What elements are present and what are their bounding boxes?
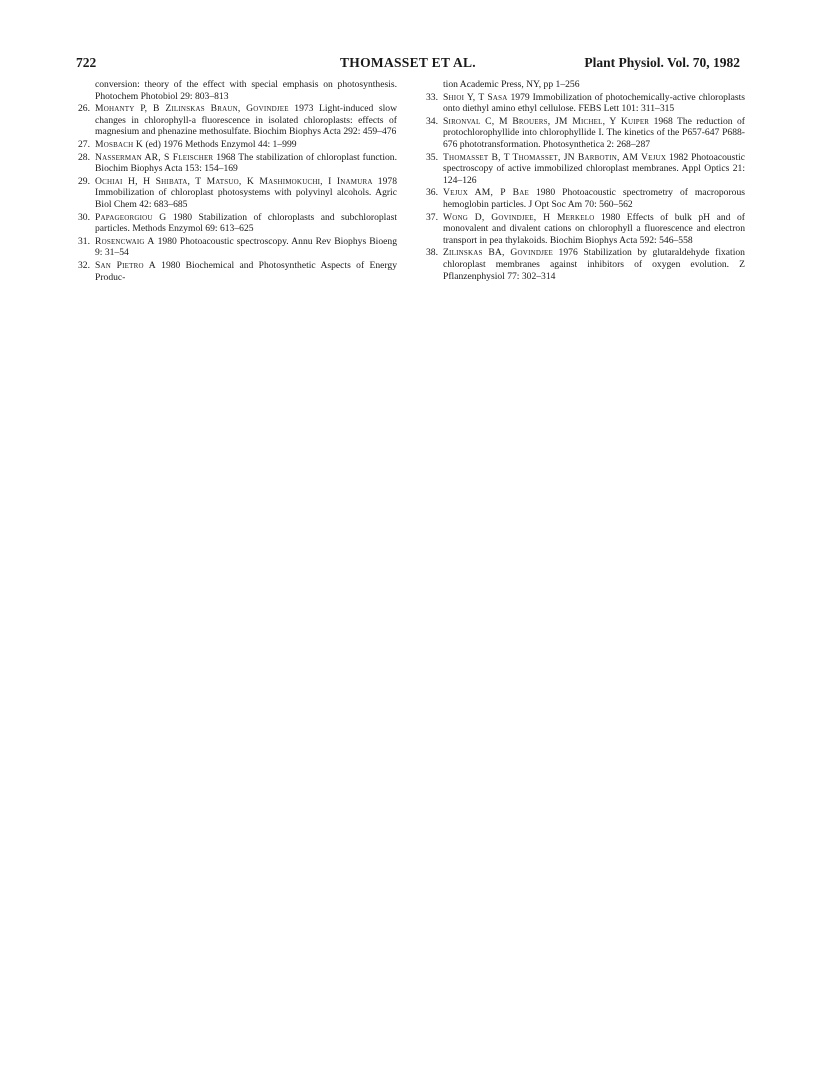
reference-authors: Thomasset B, T Thomasset, JN Barbotin, AM Vejux (443, 151, 667, 163)
reference-number: 34. (426, 115, 438, 127)
reference-text: 1980 Photoacoustic spectroscopy. Annu Rev Biophys Bioeng 9: 31–54 (95, 235, 397, 259)
reference-column-left (79, 79, 397, 283)
reference-authors: Rosencwaig A (95, 235, 155, 247)
page-number: 722 (76, 55, 97, 70)
reference-item (79, 152, 397, 175)
reference-authors: Zilinskas BA, Govindjee (443, 247, 553, 259)
reference-item (427, 92, 745, 115)
reference-column-right (427, 79, 745, 282)
reference-text: 1979 Immobilization of photochemically-active chloroplasts onto diethyl amino ethyl cellulose. FEBS Lett 101: 311–315 (443, 91, 745, 115)
reference-text: 1978 Immobilization of chloroplast photosystems with polyvinyl alcohols. Agric Biol Chem 42: 683–685 (95, 175, 397, 210)
reference-number: 38. (426, 247, 438, 259)
reference-item (79, 103, 397, 138)
reference-item (427, 187, 745, 210)
reference-item (427, 116, 745, 151)
reference-number: 33. (426, 91, 438, 103)
reference-text: 1982 Photoacoustic spectroscopy of active immobilized chloroplast membranes. Appl Optics 21: 124–126 (443, 151, 745, 186)
reference-item (427, 212, 745, 247)
reference-continuation: conversion: theory of the effect with special emphasis on photosynthesis. Photochem Photobiol 29: 803–813 (95, 79, 397, 102)
reference-authors: Wong D, Govindjee, H Merkelo (443, 211, 595, 223)
reference-item (427, 247, 745, 282)
reference-item (79, 176, 397, 211)
reference-item (79, 260, 397, 283)
reference-number: 36. (426, 187, 438, 199)
reference-number: 26. (78, 103, 90, 115)
page-header (76, 55, 740, 75)
reference-number: 37. (426, 211, 438, 223)
reference-text: 1980 Biochemical and Photosynthetic Aspects of Energy Produc- (95, 259, 397, 283)
reference-authors: San Pietro A (95, 259, 156, 271)
reference-text: 1976 Stabilization by glutaraldehyde fixation chloroplast membranes against inhibitors of oxygen evolution. Z Pflanzenphysiol 77: 302–314 (443, 247, 745, 282)
reference-authors: Mohanty P, B Zilinskas Braun, Govindjee (95, 103, 289, 115)
reference-number: 32. (78, 259, 90, 271)
reference-number: 27. (78, 138, 90, 150)
journal-citation: Plant Physiol. Vol. 70, 1982 (584, 55, 740, 70)
reference-text: 1980 Effects of bulk pH and of monovalent and divalent cations on chlorophyll a fluorescence and electron transport in pea thylakoids. Biochim Biophys Acta 592: 546–558 (443, 211, 745, 246)
reference-number: 31. (78, 235, 90, 247)
reference-item (427, 152, 745, 187)
reference-text: 1968 The stabilization of chloroplast function. Biochim Biophys Acta 153: 154–169 (95, 151, 398, 175)
reference-item (79, 139, 397, 151)
reference-authors: Ochiai H, H Shibata, T Matsuo, K Mashimokuchi, I Inamura (95, 175, 373, 187)
reference-text: 1980 Photoacoustic spectrometry of macroporous hemoglobin particles. J Opt Soc Am 70: 560–562 (443, 187, 745, 210)
running-title: THOMASSET ET AL. (340, 55, 476, 70)
reference-text: 1968 The reduction of protochlorophyllide into chlorophyllide I. The kinetics of the P657-647 P688-676 phototransformation. Photosynthetica 2: 268–287 (443, 115, 745, 150)
reference-text: 1980 Stabilization of chloroplasts and subchloroplast particles. Methods Enzymol 69: 613–625 (95, 211, 398, 235)
reference-authors: Shioi Y, T Sasa (443, 91, 508, 103)
reference-authors: Sironval C, M Brouers, JM Michel, Y Kuiper (443, 115, 650, 127)
reference-continuation: tion Academic Press, NY, pp 1–256 (443, 79, 580, 90)
reference-authors: Papageorgiou G (95, 211, 167, 223)
reference-text: 1973 Light-induced slow changes in chlorophyll-a fluorescence in isolated chloroplasts: effects of magnesium and phenazine methosulfate. Biochim Biophys Acta 292: 459–476 (95, 103, 397, 138)
reference-item (79, 212, 397, 235)
reference-number: 28. (78, 151, 90, 163)
reference-number: 30. (78, 211, 90, 223)
reference-authors: Nasserman AR, S Fleischer (95, 151, 214, 163)
reference-item (79, 236, 397, 259)
reference-number: 35. (426, 151, 438, 163)
reference-number: 29. (78, 175, 90, 187)
reference-authors: Mosbach K (95, 138, 144, 150)
reference-authors: Vejux AM, P Bae (443, 187, 529, 199)
reference-text: (ed) 1976 Methods Enzymol 44: 1–999 (143, 138, 297, 150)
